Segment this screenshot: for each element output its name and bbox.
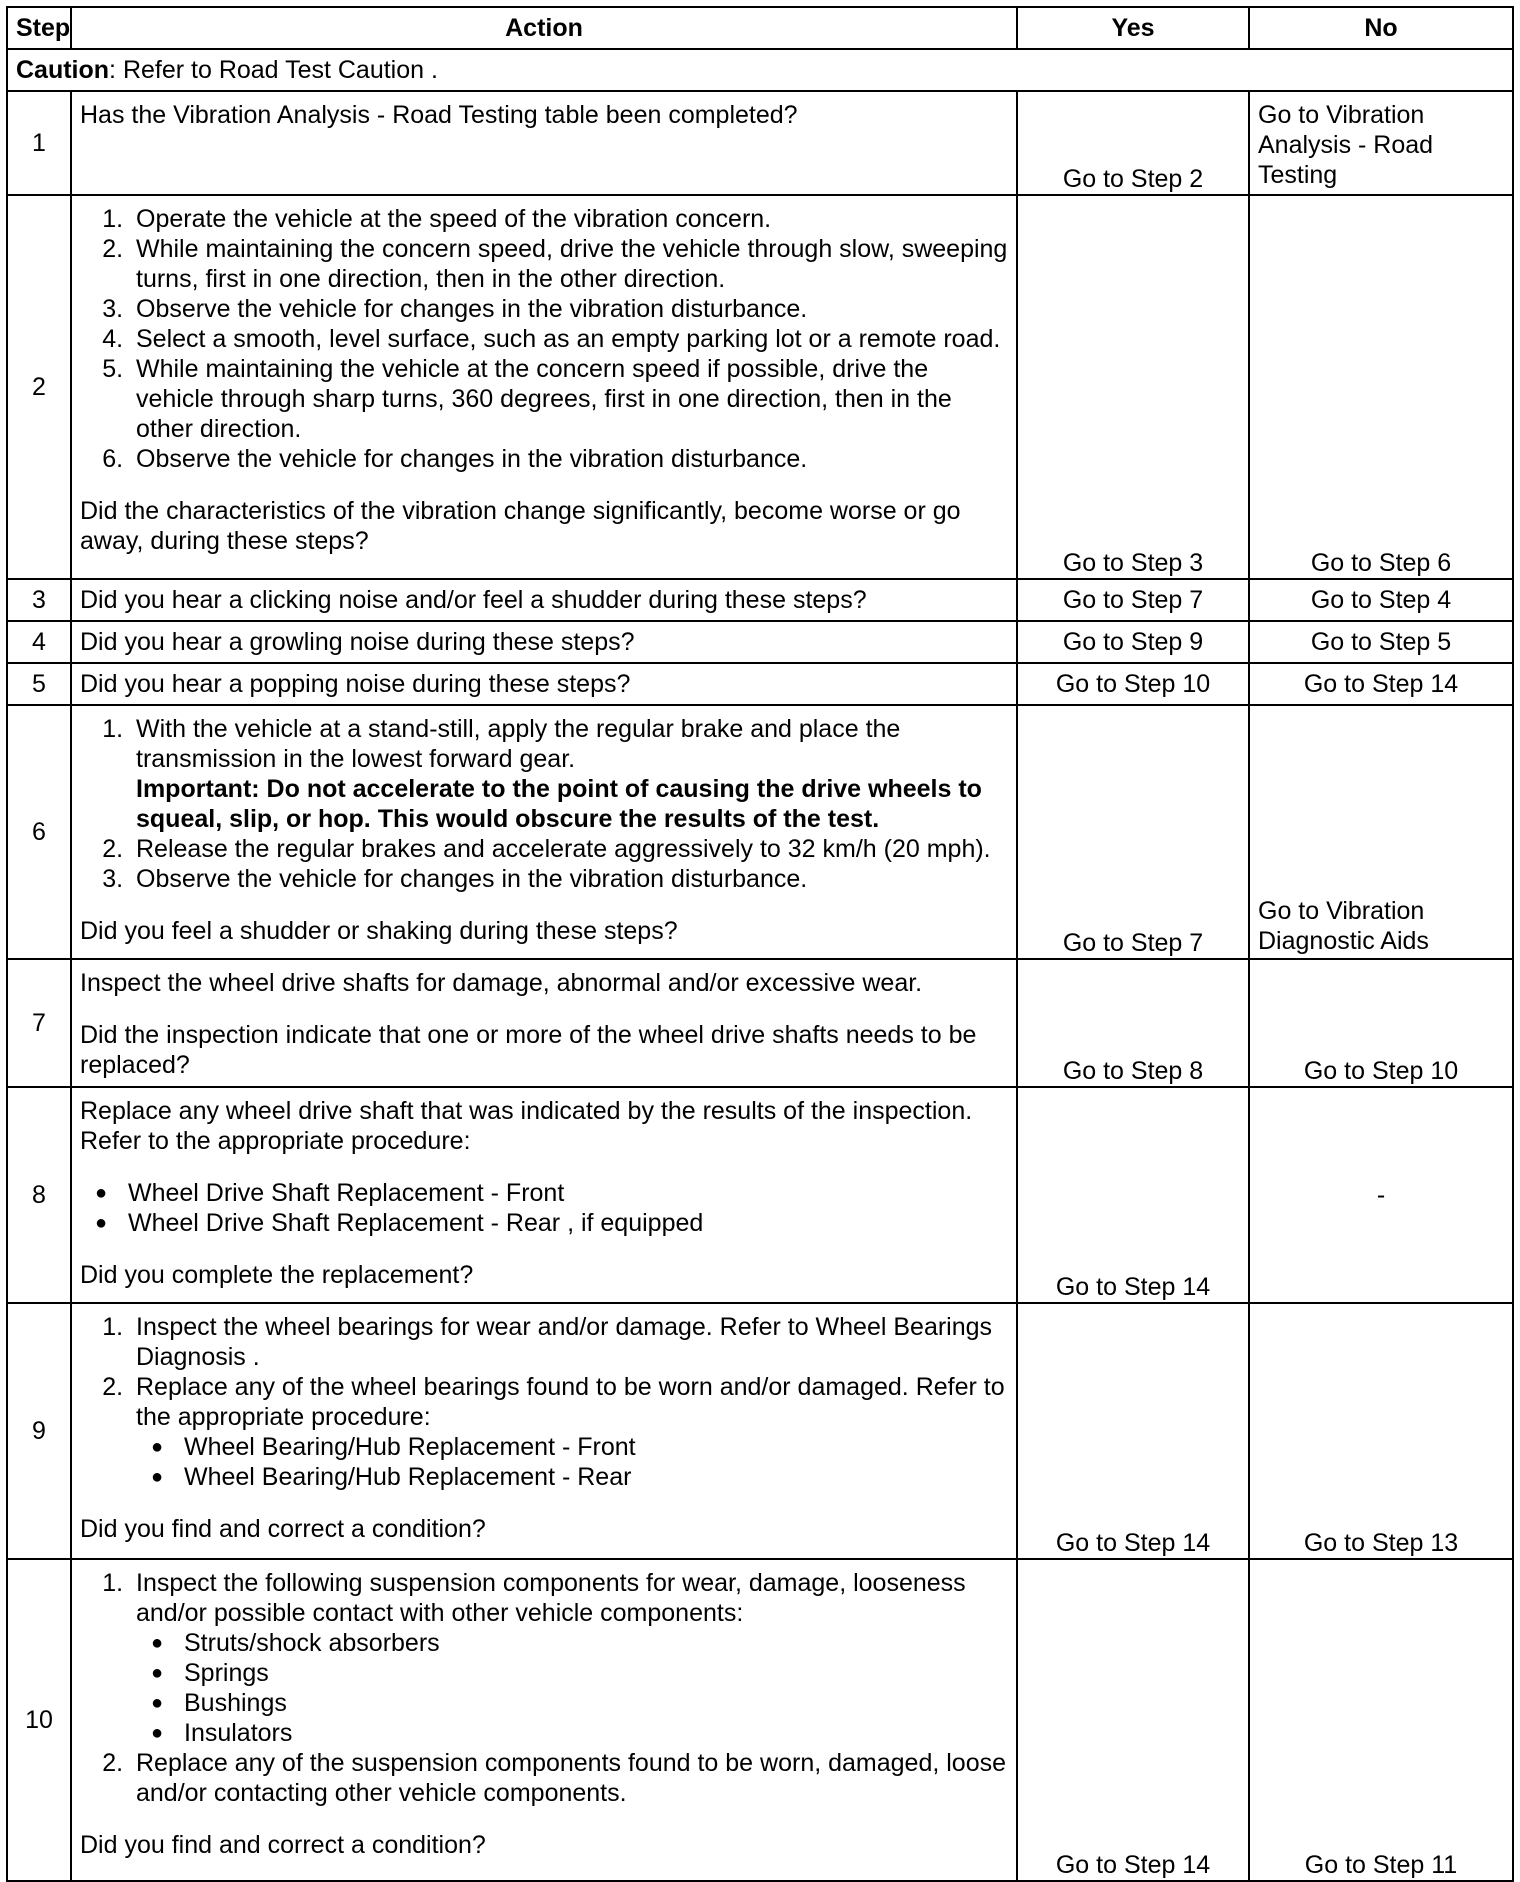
action-cell [71, 959, 1017, 1087]
action-cell [71, 1087, 1017, 1303]
caution-row [7, 49, 1513, 91]
list-item: 2. Release the regular brakes and accelerate aggressively to 32 km/h (20 mph). [130, 834, 1008, 864]
bullet-list [136, 1628, 1008, 1748]
no-cell: Go to Step 10 [1249, 959, 1513, 1087]
action-list [80, 714, 1008, 894]
list-item: 1. Inspect the wheel bearings for wear and/or damage. Refer to Wheel Bearings Diagnosis . [130, 1312, 1008, 1372]
caution-label: Caution [16, 56, 110, 84]
header-step: Step [7, 7, 71, 49]
question-text: Did you complete the replacement? [80, 1261, 474, 1289]
yes-cell: Go to Step 14 [1017, 1303, 1249, 1559]
list-item: 3. Observe the vehicle for changes in the vibration disturbance. [130, 294, 1008, 324]
no-cell: Go to Step 6 [1249, 195, 1513, 579]
bullet-item: ● Wheel Bearing/Hub Replacement - Rear [184, 1462, 1008, 1492]
table-row [7, 91, 1513, 195]
no-text: Go to Vibration Analysis - Road Testing [1258, 101, 1434, 189]
question-text: Did you hear a clicking noise and/or feel a shudder during these steps? [71, 579, 1017, 621]
step-number: 8 [7, 1087, 71, 1303]
table-row [7, 1087, 1513, 1303]
no-cell [1249, 91, 1513, 195]
table-row [7, 1303, 1513, 1559]
bullet-item: ● Struts/shock absorbers [184, 1628, 1008, 1658]
no-cell: Go to Step 13 [1249, 1303, 1513, 1559]
list-item [130, 1372, 1008, 1492]
list-item: 2. While maintaining the concern speed, drive the vehicle through slow, sweeping turns, first in one direction, then in the other direction. [130, 234, 1008, 294]
step-number: 5 [7, 663, 71, 705]
bullet-item: ● Springs [184, 1658, 1008, 1688]
bullet-list [80, 1178, 1008, 1238]
bullet-item: ● Bushings [184, 1688, 1008, 1718]
no-cell: Go to Vibration Diagnostic Aids [1249, 705, 1513, 959]
no-cell: Go to Step 14 [1249, 663, 1513, 705]
list-item-text: Replace any of the wheel bearings found to be worn and/or damaged. Refer to the appropriate procedure: [136, 1373, 1005, 1431]
yes-cell: Go to Step 3 [1017, 195, 1249, 579]
step-number: 7 [7, 959, 71, 1087]
action-list [80, 204, 1008, 474]
question-text: Did you hear a popping noise during these steps? [71, 663, 1017, 705]
intro-text: Inspect the wheel drive shafts for damage, abnormal and/or excessive wear. [80, 969, 923, 997]
list-item: 2. Replace any of the suspension components found to be worn, damaged, loose and/or contacting other vehicle components. [130, 1748, 1008, 1808]
action-cell [71, 91, 1017, 195]
step-number: 4 [7, 621, 71, 663]
no-cell: Go to Step 5 [1249, 621, 1513, 663]
action-list [80, 1568, 1008, 1808]
yes-cell: Go to Step 14 [1017, 1087, 1249, 1303]
table-row [7, 579, 1513, 621]
question-text: Did you find and correct a condition? [80, 1515, 486, 1543]
caution-cell [7, 49, 1513, 91]
list-item: 1. Operate the vehicle at the speed of the vibration concern. [130, 204, 1008, 234]
yes-cell: Go to Step 7 [1017, 579, 1249, 621]
list-item [130, 714, 1008, 834]
step-number: 1 [7, 91, 71, 195]
step-number: 9 [7, 1303, 71, 1559]
step-number: 10 [7, 1559, 71, 1881]
list-item: 4. Select a smooth, level surface, such as an empty parking lot or a remote road. [130, 324, 1008, 354]
yes-cell: Go to Step 14 [1017, 1559, 1249, 1881]
step-number: 6 [7, 705, 71, 959]
list-item: 6. Observe the vehicle for changes in the vibration disturbance. [130, 444, 1008, 474]
yes-cell: Go to Step 9 [1017, 621, 1249, 663]
question-text: Did the inspection indicate that one or more of the wheel drive shafts needs to be replaced? [80, 1021, 977, 1079]
important-note: Important: Do not accelerate to the point of causing the drive wheels to squeal, slip, or hop. This would obscure the results of the test. [136, 775, 982, 833]
list-item: 5. While maintaining the vehicle at the concern speed if possible, drive the vehicle through sharp turns, 360 degrees, first in one direction, then in the other direction. [130, 354, 1008, 444]
step-number: 3 [7, 579, 71, 621]
diagnostic-table [6, 6, 1514, 1882]
bullet-item: ● Insulators [184, 1718, 1008, 1748]
yes-cell: Go to Step 2 [1017, 91, 1249, 195]
question-text: Did the characteristics of the vibration change significantly, become worse or go away, during these steps? [80, 497, 961, 555]
action-cell [71, 195, 1017, 579]
no-cell: Go to Step 11 [1249, 1559, 1513, 1881]
table-row [7, 663, 1513, 705]
bullet-item: ● Wheel Bearing/Hub Replacement - Front [184, 1432, 1008, 1462]
caution-text: : Refer to Road Test Caution . [109, 56, 438, 84]
no-cell: - [1249, 1087, 1513, 1303]
intro-text: Replace any wheel drive shaft that was indicated by the results of the inspection. Refer to the appropriate procedure: [80, 1097, 973, 1155]
yes-cell: Go to Step 10 [1017, 663, 1249, 705]
list-item [130, 1568, 1008, 1748]
table-row [7, 195, 1513, 579]
table-row [7, 1559, 1513, 1881]
question-text: Did you feel a shudder or shaking during these steps? [80, 917, 678, 945]
action-cell [71, 705, 1017, 959]
question-text: Did you hear a growling noise during these steps? [71, 621, 1017, 663]
question-text: Did you find and correct a condition? [80, 1831, 486, 1859]
yes-cell: Go to Step 8 [1017, 959, 1249, 1087]
table-row [7, 959, 1513, 1087]
header-action: Action [71, 7, 1017, 49]
no-cell: Go to Step 4 [1249, 579, 1513, 621]
list-item-text: Inspect the following suspension components for wear, damage, looseness and/or possible contact with other vehicle components: [136, 1569, 966, 1627]
header-yes: Yes [1017, 7, 1249, 49]
bullet-list [136, 1432, 1008, 1492]
header-row [7, 7, 1513, 49]
action-cell [71, 1559, 1017, 1881]
bullet-item: ● Wheel Drive Shaft Replacement - Front [128, 1178, 1008, 1208]
header-no: No [1249, 7, 1513, 49]
list-item: 3. Observe the vehicle for changes in the vibration disturbance. [130, 864, 1008, 894]
yes-cell: Go to Step 7 [1017, 705, 1249, 959]
list-item-text: With the vehicle at a stand-still, apply the regular brake and place the transmission in the lowest forward gear. [136, 715, 901, 773]
action-cell [71, 1303, 1017, 1559]
table-row [7, 621, 1513, 663]
bullet-item: ● Wheel Drive Shaft Replacement - Rear , if equipped [128, 1208, 1008, 1238]
step-number: 2 [7, 195, 71, 579]
table-row [7, 705, 1513, 959]
question-text: Has the Vibration Analysis - Road Testing table been completed? [80, 101, 798, 129]
action-list [80, 1312, 1008, 1492]
